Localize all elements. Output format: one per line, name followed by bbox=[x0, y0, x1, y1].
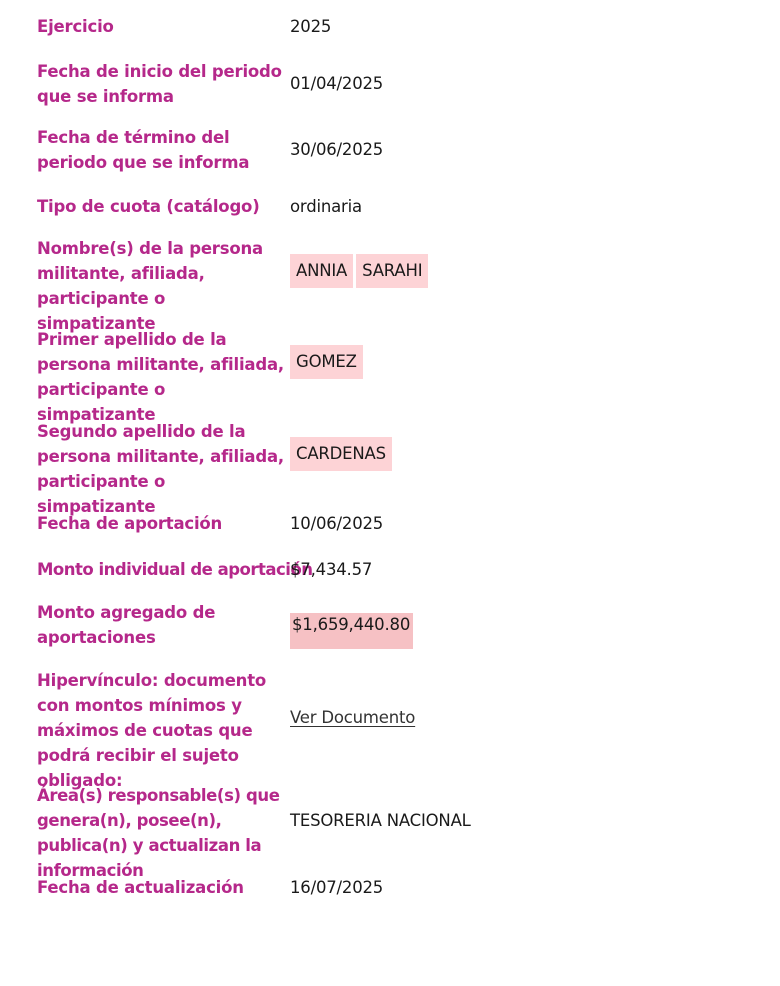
surname-chip: GOMEZ bbox=[290, 345, 363, 379]
label-fecha-termino: Fecha de término del periodo que se informa bbox=[37, 128, 250, 172]
label-fecha-aportacion: Fecha de aportación bbox=[37, 514, 223, 533]
label-fecha-inicio: Fecha de inicio del periodo que se informa bbox=[37, 62, 282, 106]
value-tipo-cuota: ordinaria bbox=[290, 197, 362, 216]
value-hipervinculo bbox=[290, 705, 415, 730]
label-monto-agregado: Monto agregado de aportaciones bbox=[37, 603, 216, 647]
value-fecha-termino: 30/06/2025 bbox=[290, 140, 384, 159]
label-primer-apellido: Primer apellido de la persona militante, afiliada, participante o simpatizante bbox=[37, 330, 284, 424]
label-nombres: Nombre(s) de la persona militante, afiliada, participante o simpatizante bbox=[37, 239, 263, 333]
surname-chip: CARDENAS bbox=[290, 437, 392, 471]
label-segundo-apellido: Segundo apellido de la persona militante, afiliada, participante o simpatizante bbox=[37, 422, 284, 516]
label-areas: Área(s) responsable(s) que genera(n), posee(n), publica(n) y actualizan la información bbox=[37, 786, 280, 880]
amount-highlight: $1,659,440.80 bbox=[290, 613, 413, 649]
value-monto-individual: $7,434.57 bbox=[290, 560, 373, 579]
name-chip: SARAHI bbox=[356, 254, 428, 288]
value-areas: TESORERIA NACIONAL bbox=[290, 811, 471, 830]
value-fecha-actualizacion: 16/07/2025 bbox=[290, 878, 384, 897]
ver-documento-link[interactable]: Ver Documento bbox=[290, 708, 416, 727]
name-chip: ANNIA bbox=[290, 254, 353, 288]
value-monto-agregado bbox=[290, 613, 413, 649]
value-nombres bbox=[290, 254, 431, 288]
label-tipo-cuota: Tipo de cuota (catálogo) bbox=[37, 197, 260, 216]
label-monto-individual: Monto individual de aportación bbox=[37, 560, 313, 579]
value-ejercicio: 2025 bbox=[290, 17, 332, 36]
label-fecha-actualizacion: Fecha de actualización bbox=[37, 878, 244, 897]
label-ejercicio: Ejercicio bbox=[37, 17, 114, 36]
value-primer-apellido bbox=[290, 345, 366, 379]
label-hipervinculo: Hipervínculo: documento con montos mínimos y máximos de cuotas que podrá recibir el sujeto obligado: bbox=[37, 671, 267, 790]
value-segundo-apellido bbox=[290, 437, 395, 471]
value-fecha-aportacion: 10/06/2025 bbox=[290, 514, 384, 533]
value-fecha-inicio: 01/04/2025 bbox=[290, 74, 384, 93]
